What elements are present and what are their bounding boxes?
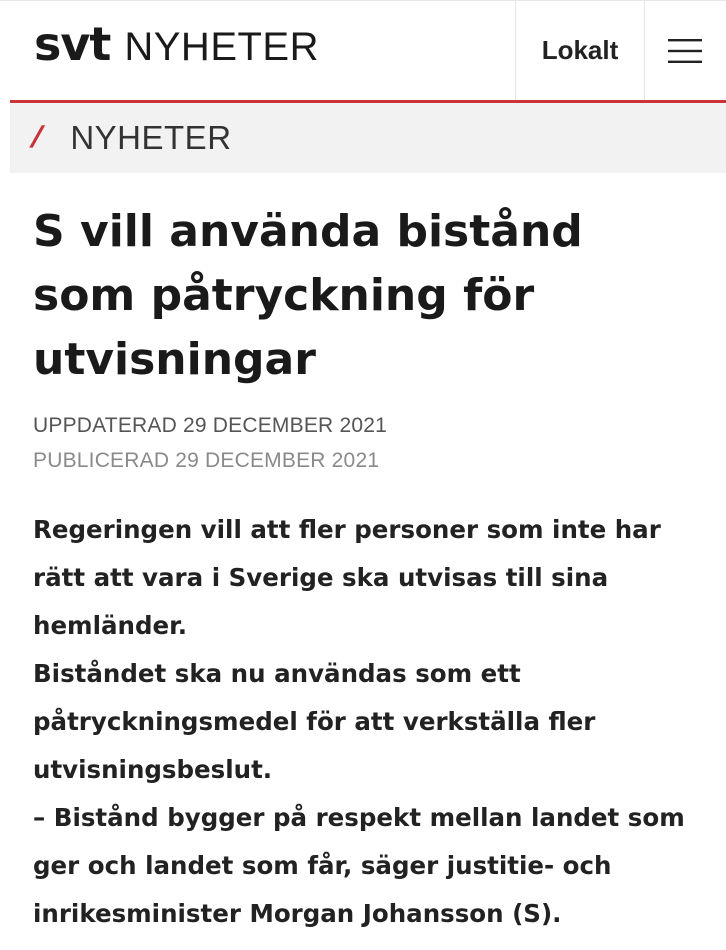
svt-logo-text: svt: [34, 17, 111, 71]
article-title: S vill använda bistånd som påtryckning för utvisningar: [33, 206, 583, 385]
article-lead: [33, 506, 713, 938]
hamburger-menu-icon: [668, 38, 702, 64]
article-paragraph: – Bistånd bygger på respekt mellan landet som ger och landet som får, säger justitie- och inrikesminister Morgan Johansson (S).: [33, 803, 685, 928]
slash-accent-icon: /: [29, 121, 44, 154]
menu-button[interactable]: [644, 1, 726, 100]
article-paragraph: Biståndet ska nu användas som ett påtryckningsmedel för att verkställa fler utvisningsbeslut.: [33, 659, 596, 784]
site-header: [0, 0, 726, 101]
updated-date: UPPDATERAD 29 DECEMBER 2021: [33, 414, 387, 437]
svt-nyheter-logo[interactable]: [34, 17, 319, 77]
section-breadcrumb: [10, 103, 726, 173]
article-paragraph: Regeringen vill att fler personer som inte har rätt att vara i Sverige ska utvisas till sina hemländer.: [33, 515, 661, 640]
section-link-nyheter[interactable]: NYHETER: [70, 119, 232, 156]
published-date: PUBLICERAD 29 DECEMBER 2021: [33, 449, 380, 472]
nyheter-logo-text: NYHETER: [124, 25, 319, 69]
lokalt-button[interactable]: Lokalt: [515, 1, 645, 100]
